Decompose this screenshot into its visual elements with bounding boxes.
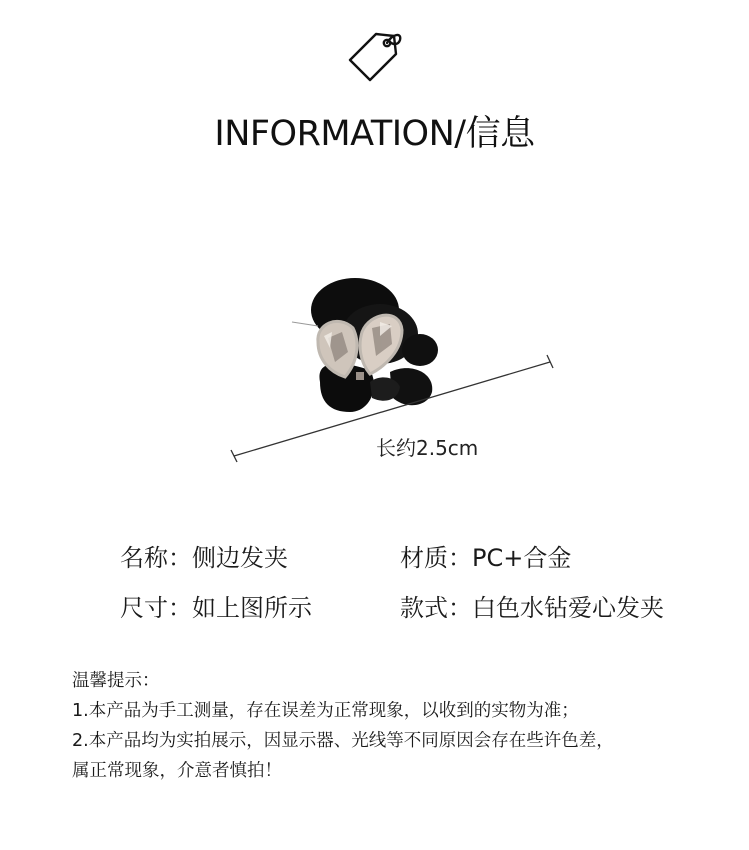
spec-material-value: PC+合金 [472, 544, 572, 572]
spec-name-value: 侧边发夹 [192, 544, 288, 572]
notes-line-1: 1.本产品为手工测量，存在误差为正常现象，以收到的实物为准； [72, 701, 579, 721]
spec-size-label: 尺寸： [120, 594, 192, 622]
page-title: INFORMATION/信息 [214, 114, 535, 154]
spec-size-value: 如上图所示 [192, 594, 312, 622]
notes-line-2: 2.本产品均为实拍展示，因显示器、光线等不同原因会存在些许色差， [72, 731, 614, 751]
notes-section [72, 666, 732, 786]
spec-name [120, 538, 288, 573]
notes-heading: 温馨提示： [72, 671, 160, 691]
spec-material [400, 538, 571, 573]
spec-style-value: 白色水钻爱心发夹 [472, 594, 664, 622]
measurement-label: 长约2.5cm [376, 436, 479, 460]
spec-style-label: 款式： [400, 594, 472, 622]
spec-name-label: 名称： [120, 544, 192, 572]
spec-material-label: 材质： [400, 544, 472, 572]
spec-size [120, 588, 312, 623]
price-tag-icon [346, 28, 404, 84]
spec-style [400, 588, 664, 623]
notes-line-3: 属正常现象，介意者慎拍！ [72, 761, 282, 781]
